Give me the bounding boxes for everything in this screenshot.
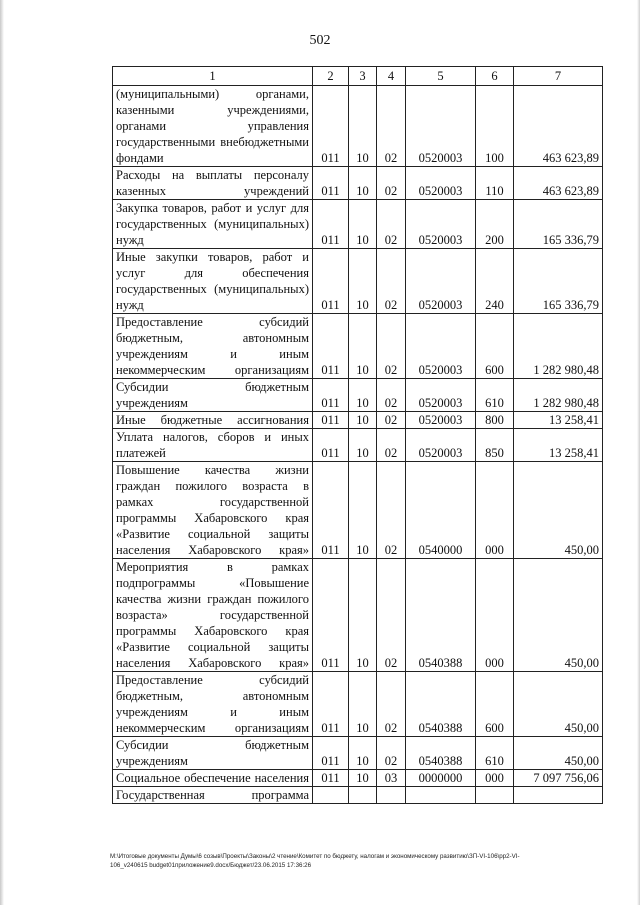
row-code-5: 0520003	[406, 167, 476, 200]
row-code-4	[377, 787, 406, 804]
row-code-4: 02	[377, 379, 406, 412]
table-row	[113, 672, 603, 737]
row-code-2: 011	[313, 167, 349, 200]
row-amount	[514, 787, 603, 804]
row-code-5: 0520003	[406, 379, 476, 412]
row-code-6: 600	[476, 672, 514, 737]
row-amount: 1 282 980,48	[514, 379, 603, 412]
row-code-4: 02	[377, 167, 406, 200]
scan-edge-left	[0, 0, 4, 905]
row-code-2: 011	[313, 200, 349, 249]
row-name: Субсидии бюджетным учреждениям	[113, 737, 313, 770]
table-row	[113, 412, 603, 429]
row-code-5: 0520003	[406, 249, 476, 314]
budget-table	[112, 66, 603, 804]
row-name: Уплата налогов, сборов и иных платежей	[113, 429, 313, 462]
row-code-5: 0540000	[406, 462, 476, 559]
row-code-2: 011	[313, 462, 349, 559]
column-header-2: 2	[313, 67, 349, 86]
row-name: Расходы на выплаты персоналу казенных учреждений	[113, 167, 313, 200]
row-code-4: 02	[377, 249, 406, 314]
row-code-5: 0520003	[406, 314, 476, 379]
table-row	[113, 737, 603, 770]
row-code-6: 110	[476, 167, 514, 200]
row-name: Социальное обеспечение населения	[113, 770, 313, 787]
row-name: Государственная программа	[113, 787, 313, 804]
row-code-2: 011	[313, 737, 349, 770]
row-amount: 463 623,89	[514, 86, 603, 167]
row-name: (муниципальными) органами, казенными учреждениями, органами управления государственными внебюджетными фондами	[113, 86, 313, 167]
row-code-6: 600	[476, 314, 514, 379]
row-code-4: 02	[377, 737, 406, 770]
row-code-4: 02	[377, 672, 406, 737]
row-code-2: 011	[313, 249, 349, 314]
row-code-6: 850	[476, 429, 514, 462]
row-code-6: 610	[476, 379, 514, 412]
row-code-5: 0520003	[406, 429, 476, 462]
row-code-3: 10	[349, 167, 377, 200]
row-amount: 165 336,79	[514, 249, 603, 314]
row-code-3	[349, 787, 377, 804]
row-code-5: 0540388	[406, 559, 476, 672]
row-code-5: 0520003	[406, 86, 476, 167]
row-amount: 1 282 980,48	[514, 314, 603, 379]
row-name: Иные закупки товаров, работ и услуг для обеспечения государственных (муниципальных) нужд	[113, 249, 313, 314]
row-code-2: 011	[313, 559, 349, 672]
table-row	[113, 559, 603, 672]
row-code-6: 000	[476, 770, 514, 787]
column-header-7: 7	[514, 67, 603, 86]
row-code-4: 02	[377, 462, 406, 559]
row-name: Предоставление субсидий бюджетным, автономным учреждениям и иным некоммерческим организациям	[113, 672, 313, 737]
row-amount: 450,00	[514, 462, 603, 559]
row-code-2: 011	[313, 314, 349, 379]
row-amount: 7 097 756,06	[514, 770, 603, 787]
row-code-5: 0540388	[406, 737, 476, 770]
row-code-6: 610	[476, 737, 514, 770]
table-row	[113, 429, 603, 462]
row-code-2: 011	[313, 672, 349, 737]
row-name: Предоставление субсидий бюджетным, автономным учреждениям и иным некоммерческим организациям	[113, 314, 313, 379]
table-row	[113, 770, 603, 787]
row-code-6: 100	[476, 86, 514, 167]
row-name: Иные бюджетные ассигнования	[113, 412, 313, 429]
document-path-footer	[110, 853, 620, 870]
row-amount: 450,00	[514, 737, 603, 770]
row-code-2: 011	[313, 412, 349, 429]
row-code-3: 10	[349, 770, 377, 787]
row-name: Мероприятия в рамках подпрограммы «Повышение качества жизни граждан пожилого возраста» государственной программы Хабаровского края «Развитие социальной защиты населения Хабаровского края»	[113, 559, 313, 672]
column-header-1: 1	[113, 67, 313, 86]
table-row	[113, 167, 603, 200]
page-number: 502	[309, 33, 331, 48]
row-code-4: 03	[377, 770, 406, 787]
row-code-2: 011	[313, 86, 349, 167]
row-code-4: 02	[377, 429, 406, 462]
row-amount: 450,00	[514, 559, 603, 672]
row-code-5	[406, 787, 476, 804]
table-row	[113, 314, 603, 379]
row-code-2: 011	[313, 770, 349, 787]
row-name: Субсидии бюджетным учреждениям	[113, 379, 313, 412]
column-header-6: 6	[476, 67, 514, 86]
row-code-2: 011	[313, 429, 349, 462]
footer-line-2: 106_v240615 budget01приложение9.docx/Бюджет/23.06.2015 17:36:26	[110, 861, 312, 869]
row-code-3: 10	[349, 672, 377, 737]
row-code-5: 0520003	[406, 200, 476, 249]
row-code-6: 000	[476, 462, 514, 559]
row-code-3: 10	[349, 379, 377, 412]
row-code-3: 10	[349, 249, 377, 314]
row-code-5: 0540388	[406, 672, 476, 737]
row-amount: 13 258,41	[514, 412, 603, 429]
row-code-4: 02	[377, 200, 406, 249]
row-name: Закупка товаров, работ и услуг для государственных (муниципальных) нужд	[113, 200, 313, 249]
row-code-2: 011	[313, 379, 349, 412]
table-row	[113, 462, 603, 559]
row-code-2	[313, 787, 349, 804]
table-row	[113, 379, 603, 412]
row-code-4: 02	[377, 412, 406, 429]
row-name: Повышение качества жизни граждан пожилого возраста в рамках государственной программы Хабаровского края «Развитие социальной защиты населения Хабаровского края»	[113, 462, 313, 559]
table-row	[113, 200, 603, 249]
row-code-6: 000	[476, 559, 514, 672]
row-amount: 13 258,41	[514, 429, 603, 462]
row-code-3: 10	[349, 429, 377, 462]
row-code-3: 10	[349, 86, 377, 167]
row-amount: 463 623,89	[514, 167, 603, 200]
table-row	[113, 249, 603, 314]
row-amount: 450,00	[514, 672, 603, 737]
row-code-4: 02	[377, 86, 406, 167]
table-header-row	[113, 67, 603, 86]
row-code-5: 0520003	[406, 412, 476, 429]
table-row	[113, 86, 603, 167]
row-code-6: 200	[476, 200, 514, 249]
column-header-4: 4	[377, 67, 406, 86]
row-code-3: 10	[349, 412, 377, 429]
table-row	[113, 787, 603, 804]
footer-line-1: M:\Итоговые документы Думы\6 созыв\Проекты\Законы\2 чтение\Комитет по бюджету, налогам и экономическому развитию\ЗП-VI-106\рр2-VI-	[110, 853, 520, 860]
row-code-3: 10	[349, 200, 377, 249]
column-header-5: 5	[406, 67, 476, 86]
row-code-4: 02	[377, 559, 406, 672]
row-code-3: 10	[349, 462, 377, 559]
row-code-6: 240	[476, 249, 514, 314]
row-code-6: 800	[476, 412, 514, 429]
row-code-3: 10	[349, 559, 377, 672]
column-header-3: 3	[349, 67, 377, 86]
row-amount: 165 336,79	[514, 200, 603, 249]
row-code-6	[476, 787, 514, 804]
row-code-4: 02	[377, 314, 406, 379]
row-code-3: 10	[349, 737, 377, 770]
row-code-5: 0000000	[406, 770, 476, 787]
row-code-3: 10	[349, 314, 377, 379]
